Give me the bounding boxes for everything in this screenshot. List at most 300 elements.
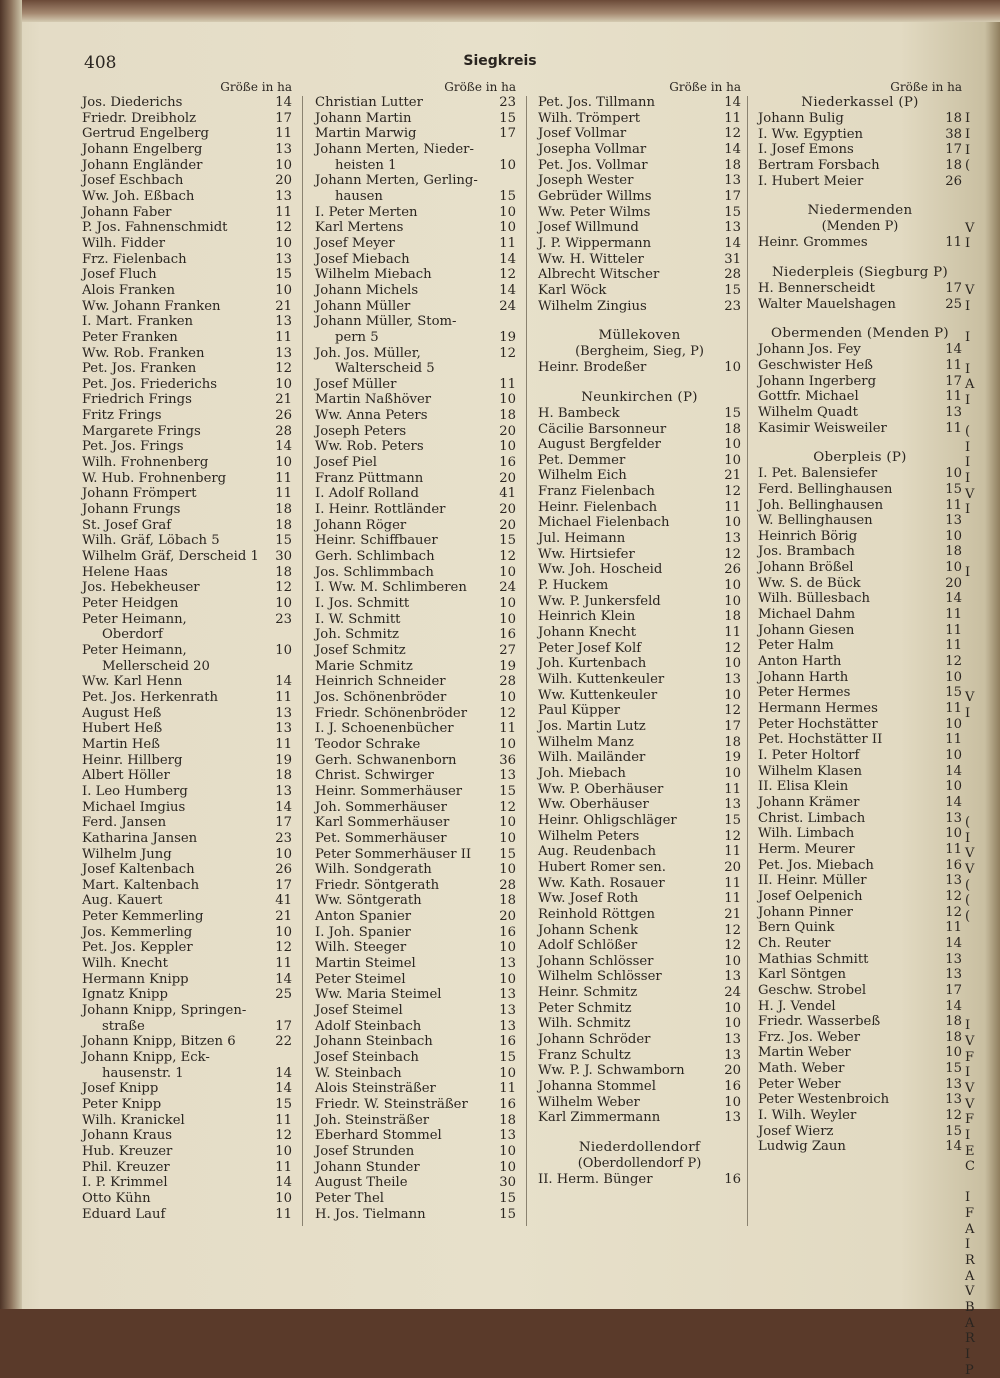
area-ha: 13 (275, 783, 292, 799)
edge-letter (965, 596, 1000, 612)
owner-name: Johann Bulig (758, 111, 844, 126)
area-ha: 14 (275, 1175, 292, 1191)
area-ha: 12 (499, 267, 516, 283)
list-item (315, 643, 516, 659)
area-ha: 13 (275, 141, 292, 157)
owner-name: Heinr. Brodeßer (538, 360, 647, 376)
section-gap (538, 314, 741, 328)
list-item (758, 983, 962, 999)
area-ha: 10 (945, 1045, 962, 1061)
owner-name: Ww. Anna Peters (315, 408, 428, 424)
area-ha: 30 (499, 1175, 516, 1191)
list-item (82, 1050, 292, 1066)
owner-name: Heinr. Fielenbach (538, 499, 658, 515)
list-item (82, 173, 292, 189)
owner-name: Peter Steimel (315, 971, 406, 987)
owner-name: Jos. Schönenbröder (315, 689, 447, 705)
list-item (82, 111, 292, 127)
area-ha (272, 627, 292, 643)
owner-name: Johann Martin (315, 110, 412, 126)
list-item (82, 643, 292, 659)
area-ha: 23 (275, 830, 292, 846)
owner-name: Walter Mauelshagen (758, 296, 896, 312)
list-item (315, 1207, 516, 1223)
list-item (315, 502, 516, 518)
area-ha: 41 (275, 893, 292, 909)
area-ha: 20 (499, 470, 516, 486)
list-item (315, 940, 516, 956)
list-item (315, 111, 516, 127)
owner-name: Michael Imgius (82, 799, 186, 815)
area-ha: 10 (499, 862, 516, 878)
list-item (315, 721, 516, 737)
owner-name: I. Peter Merten (315, 204, 418, 220)
list-item (758, 779, 962, 795)
edge-letter: F (965, 1206, 975, 1222)
edge-letter (965, 252, 1000, 268)
list-item (538, 876, 741, 892)
owner-name: Johann Frungs (82, 502, 181, 518)
area-ha: 14 (275, 1081, 292, 1097)
edge-letter (965, 518, 1000, 534)
owner-name: W. Steinbach (315, 1065, 402, 1081)
list-item (315, 596, 516, 612)
list-item (82, 690, 292, 706)
owner-name: Phil. Kreuzer (82, 1159, 170, 1175)
area-ha: 20 (724, 859, 741, 875)
list-item (315, 220, 516, 236)
owner-name: Josef Fluch (82, 267, 157, 283)
list-item (758, 607, 962, 623)
area-ha: 14 (724, 235, 741, 251)
edge-letter (965, 549, 1000, 565)
area-ha: 10 (275, 642, 292, 658)
area-ha: 20 (499, 909, 516, 925)
area-ha: 16 (724, 1172, 741, 1188)
area-ha: 25 (275, 987, 292, 1003)
list-item (315, 815, 516, 831)
owner-name: Joh. Miebach (538, 765, 626, 781)
owner-name: Hubert Heß (82, 721, 163, 737)
area-ha: 11 (945, 235, 962, 251)
area-ha: 27 (499, 642, 516, 658)
owner-name: Pet. Jos. Miebach (758, 857, 874, 873)
owner-name: Jos. Kemmerling (82, 924, 193, 940)
area-ha: 14 (724, 95, 741, 110)
list-item (82, 972, 292, 988)
owner-name: Martin Heß (82, 736, 160, 752)
list-item (82, 283, 292, 299)
list-item (538, 656, 741, 672)
list-item (538, 969, 741, 985)
area-ha: 13 (499, 956, 516, 972)
next-page-edge-letters (965, 80, 1000, 1378)
area-ha: 17 (275, 1018, 292, 1034)
edge-letter (965, 643, 1000, 659)
area-ha: 12 (724, 922, 741, 938)
owner-name: Herm. Meurer (758, 841, 855, 857)
column-2 (315, 80, 516, 1222)
edge-letter: ( (965, 424, 971, 440)
list-item (538, 95, 741, 111)
list-item (758, 560, 962, 576)
list-item (538, 406, 741, 422)
area-ha: 31 (724, 251, 741, 267)
edge-letter (965, 659, 1000, 675)
list-item (315, 1003, 516, 1019)
list-item (758, 1045, 962, 1061)
owner-name: Pet. Jos. Friederichs (82, 376, 218, 392)
area-ha: 17 (724, 188, 741, 204)
list-item (82, 1081, 292, 1097)
column-header: Größe in ha (669, 80, 741, 94)
owner-name: Friedr. Wasserbeß (758, 1014, 881, 1030)
list-item (758, 374, 962, 390)
list-item (758, 174, 962, 190)
area-ha: 10 (275, 455, 292, 471)
owner-name: Johann Schlösser (538, 953, 654, 969)
area-ha: 10 (499, 815, 516, 831)
edge-letter: P (965, 1362, 974, 1378)
list-item (315, 486, 516, 502)
edge-letter: I (965, 1018, 971, 1034)
owner-name: Wilhelm Quadt (758, 404, 858, 420)
book-spine-edge (0, 0, 22, 1309)
owner-name: Jul. Heimann (538, 531, 626, 547)
list-item (315, 627, 516, 643)
list-item (315, 533, 516, 549)
area-ha: 24 (499, 580, 516, 596)
list-item (538, 220, 741, 236)
owner-name: Josef Eschbach (82, 173, 184, 189)
list-item (315, 674, 516, 690)
list-item (315, 925, 516, 941)
list-item (538, 703, 741, 719)
list-item (82, 189, 292, 205)
list-item (315, 565, 516, 581)
area-ha: 18 (945, 111, 962, 126)
area-ha: 17 (945, 982, 962, 998)
list-item (82, 471, 292, 487)
list-item (82, 314, 292, 330)
area-ha: 13 (499, 768, 516, 784)
list-item (82, 1160, 292, 1176)
area-ha: 11 (945, 389, 962, 405)
owner-name: Math. Weber (758, 1061, 845, 1077)
area-ha: 14 (945, 1139, 962, 1155)
list-item (538, 173, 741, 189)
owner-name: Paul Küpper (538, 703, 621, 719)
area-ha: 10 (499, 736, 516, 752)
column-3 (538, 80, 741, 1188)
owner-name: Martin Marwig (315, 126, 417, 142)
area-ha: 12 (499, 549, 516, 565)
list-item (315, 1160, 516, 1176)
list-item (758, 498, 962, 514)
owner-name: Alois Steinsträßer (315, 1081, 436, 1097)
owner-name: I. Hubert Meier (758, 173, 864, 189)
owner-name: Heinrich Klein (538, 609, 636, 625)
area-ha: 13 (945, 404, 962, 420)
list-item (82, 784, 292, 800)
area-ha: 13 (724, 173, 741, 189)
edge-letter: V (965, 846, 975, 862)
area-ha: 10 (945, 716, 962, 732)
owner-name: Gerh. Schlimbach (315, 549, 435, 565)
list-item (82, 1175, 292, 1191)
owner-name: Wilh. Steeger (315, 940, 407, 956)
owner-name: August Bergfelder (538, 437, 661, 453)
edge-letter: I (965, 330, 971, 346)
list-item (538, 829, 741, 845)
owner-name: Peter Schmitz (538, 1000, 632, 1016)
list-item (538, 422, 741, 438)
list-item (538, 189, 741, 205)
owner-name: Katharina Jansen (82, 830, 198, 846)
list-item (758, 670, 962, 686)
owner-name: Fritz Frings (82, 408, 162, 424)
owner-name: Ww. P. Oberhäuser (538, 781, 664, 797)
list-item (538, 985, 741, 1001)
list-item (315, 205, 516, 221)
area-ha: 14 (275, 439, 292, 455)
area-ha: 28 (724, 267, 741, 283)
list-item (82, 659, 292, 675)
area-ha: 14 (499, 282, 516, 298)
area-ha: 10 (724, 1094, 741, 1110)
owner-name: heisten 1 (335, 157, 397, 173)
list-item (758, 889, 962, 905)
owner-name: Pet. Hochstätter II (758, 732, 883, 748)
list-item (315, 847, 516, 863)
area-ha: 10 (945, 779, 962, 795)
area-ha: 13 (275, 251, 292, 267)
list-item (315, 784, 516, 800)
list-item (315, 737, 516, 753)
owner-name: I. Ww. Egyptien (758, 126, 864, 142)
area-ha: 19 (724, 750, 741, 766)
area-ha (496, 173, 516, 189)
owner-name: Josef Miebach (315, 251, 410, 267)
owner-name: Wilhelm Klasen (758, 763, 862, 779)
area-ha: 17 (945, 373, 962, 389)
area-ha: 13 (945, 967, 962, 983)
owner-name: August Heß (82, 705, 162, 721)
owner-name: Wilh. Frohnenberg (82, 455, 209, 471)
area-ha: 14 (945, 591, 962, 607)
edge-letter (965, 534, 1000, 550)
owner-name: Hub. Kreuzer (82, 1143, 173, 1159)
list-item (315, 768, 516, 784)
owner-name: Adolf Steinbach (315, 1018, 422, 1034)
list-item (758, 235, 962, 251)
edge-letter: I (965, 142, 971, 158)
area-ha: 11 (275, 204, 292, 220)
area-ha: 16 (499, 1097, 516, 1112)
list-item (315, 1097, 516, 1113)
area-ha: 11 (724, 844, 741, 860)
list-item (82, 627, 292, 643)
list-item (758, 466, 962, 482)
area-ha: 13 (945, 1076, 962, 1092)
list-item (315, 1113, 516, 1129)
list-item (538, 515, 741, 531)
area-ha: 12 (275, 361, 292, 377)
edge-letter (965, 408, 1000, 424)
list-item (315, 753, 516, 769)
list-item (538, 1172, 741, 1188)
owner-name: Ignatz Knipp (82, 987, 168, 1003)
area-ha: 10 (499, 596, 516, 611)
edge-letter: ( (965, 908, 971, 924)
area-ha: 14 (275, 674, 292, 690)
area-ha: 14 (945, 763, 962, 779)
area-ha: 16 (499, 1034, 516, 1050)
list-item (538, 453, 741, 469)
area-ha: 10 (945, 826, 962, 842)
list-item (538, 609, 741, 625)
owner-name: Heinr. Grommes (758, 235, 868, 251)
list-item (538, 142, 741, 158)
area-ha: 24 (724, 985, 741, 1001)
list-item (758, 1124, 962, 1140)
list-item (82, 408, 292, 424)
list-item (758, 576, 962, 592)
area-ha: 16 (945, 857, 962, 873)
owner-name: Wilh. Kranickel (82, 1112, 185, 1128)
area-ha: 10 (499, 689, 516, 705)
list-item (82, 549, 292, 565)
edge-letter (965, 674, 1000, 690)
list-item (82, 831, 292, 847)
edge-letter (965, 189, 1000, 205)
owner-name: straße (102, 1018, 145, 1034)
owner-name: Heinrich Börig (758, 528, 858, 544)
list-item (758, 967, 962, 983)
list-item (758, 905, 962, 921)
list-item (758, 482, 962, 498)
owner-name: Josef Strunden (315, 1143, 415, 1159)
area-ha (496, 314, 516, 330)
section-title: Müllekoven (598, 328, 681, 344)
owner-name: Otto Kühn (82, 1190, 151, 1206)
area-ha: 10 (499, 611, 516, 627)
area-ha: 12 (499, 705, 516, 721)
owner-name: H. Jos. Tielmann (315, 1206, 426, 1222)
area-ha: 13 (275, 314, 292, 330)
area-ha (496, 361, 516, 377)
owner-name: Bern Quink (758, 920, 835, 936)
area-ha: 10 (499, 1065, 516, 1081)
area-ha: 10 (275, 1143, 292, 1159)
area-ha: 11 (499, 235, 516, 251)
area-ha: 25 (945, 296, 962, 312)
area-ha: 18 (275, 564, 292, 580)
area-ha: 18 (275, 502, 292, 518)
edge-letter: V (965, 1096, 975, 1112)
owner-name: Johann Giesen (758, 622, 855, 638)
owner-name: I. Joh. Spanier (315, 924, 411, 940)
owner-name: Hermann Hermes (758, 701, 878, 717)
owner-name: Peter Halm (758, 638, 834, 654)
edge-letter: V (965, 1034, 975, 1050)
edge-letter (965, 799, 1000, 815)
owner-name: W. Hub. Frohnenberg (82, 470, 227, 486)
list-item (315, 314, 516, 330)
list-item (538, 1079, 741, 1095)
owner-name: Friedrich Frings (82, 392, 192, 408)
area-ha: 10 (724, 452, 741, 468)
list-item (758, 297, 962, 313)
owner-name: Josepha Vollmar (538, 141, 647, 157)
area-ha: 26 (724, 562, 741, 578)
list-item (82, 1034, 292, 1050)
owner-name: Wilh. Trömpert (538, 110, 641, 126)
edge-letter: V (965, 689, 975, 705)
owner-name: Karl Wöck (538, 282, 607, 298)
owner-name: Karl Sommerhäuser (315, 815, 450, 831)
area-ha: 10 (275, 924, 292, 940)
edge-letter: V (965, 1081, 975, 1096)
list-item (82, 1191, 292, 1207)
owner-name: Pet. Jos. Keppler (82, 940, 193, 956)
section-subtitle: (Menden P) (821, 219, 899, 235)
list-item (315, 800, 516, 816)
area-ha: 15 (724, 812, 741, 828)
area-ha: 18 (724, 734, 741, 750)
owner-name: Johann Faber (82, 204, 172, 220)
section-subtitle: (Bergheim, Sieg, P) (575, 344, 704, 360)
list-item (538, 1095, 741, 1111)
list-item (758, 529, 962, 545)
owner-name: Peter Heidgen (82, 596, 179, 611)
area-ha: 11 (724, 875, 741, 891)
list-item (538, 299, 741, 315)
owner-name: Peter Westenbroich (758, 1092, 890, 1108)
owner-name: Alois Franken (82, 282, 175, 298)
area-ha: 11 (275, 689, 292, 705)
list-item (758, 952, 962, 968)
owner-name: Friedr. W. Steinsträßer (315, 1097, 468, 1112)
list-item (758, 826, 962, 842)
owner-name: Aug. Kauert (82, 893, 163, 909)
owner-name: Pet. Sommerhäuser (315, 830, 447, 846)
area-ha: 10 (499, 1159, 516, 1175)
area-ha: 18 (499, 893, 516, 909)
list-item (758, 158, 962, 174)
area-ha: 21 (724, 906, 741, 922)
list-item (82, 940, 292, 956)
list-item (538, 1032, 741, 1048)
area-ha: 15 (499, 1190, 516, 1206)
area-ha: 15 (499, 1206, 516, 1222)
list-item (538, 1063, 741, 1079)
owner-name: Johann Frömpert (82, 486, 197, 502)
owner-name: Pet. Jos. Tillmann (538, 95, 655, 110)
area-ha: 15 (724, 282, 741, 298)
area-ha: 28 (275, 423, 292, 439)
list-item (82, 847, 292, 863)
list-item (82, 142, 292, 158)
owner-name: Johann Müller (315, 298, 411, 314)
edge-letter: ( (965, 158, 971, 174)
list-item (315, 392, 516, 408)
owner-name: Oberdorf (102, 627, 163, 643)
list-item (82, 1019, 292, 1035)
area-ha: 18 (724, 157, 741, 173)
area-ha: 13 (724, 1110, 741, 1126)
owner-name: Ww. S. de Bück (758, 575, 861, 591)
